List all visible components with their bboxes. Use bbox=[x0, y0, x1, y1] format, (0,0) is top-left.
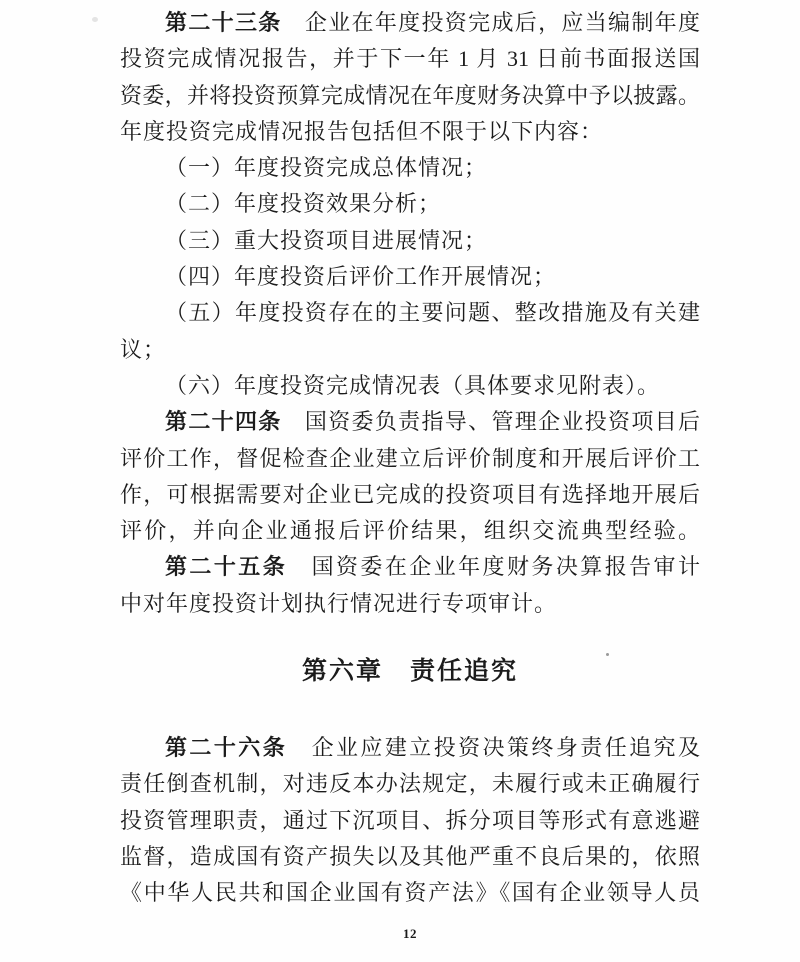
text-line bbox=[120, 368, 700, 404]
text-line bbox=[120, 549, 700, 585]
text-segment: 企业应建立投资决策终身责任追究及 bbox=[287, 735, 700, 760]
text-segment: （六）年度投资完成情况表（具体要求见附表）。 bbox=[165, 372, 661, 398]
text-line bbox=[120, 295, 700, 331]
text-segment: 评价，并向企业通报后评价结果，组织交流典型经验。 bbox=[120, 518, 700, 544]
text-segment: 《中华人民共和国企业国有资产法》《国有企业领导人员 bbox=[120, 880, 700, 906]
text-line bbox=[120, 404, 700, 440]
text-segment: 监督，造成国有资产损失以及其他严重不良后果的，依照 bbox=[120, 843, 700, 869]
text-line bbox=[120, 332, 700, 368]
text-segment: 作，可根据需要对企业已完成的投资项目有选择地开展后 bbox=[120, 481, 700, 507]
articles-23-25-section bbox=[120, 5, 700, 622]
text-line bbox=[120, 875, 700, 911]
text-line bbox=[120, 477, 700, 513]
text-segment: 资委，并将投资预算完成情况在年度财务决算中予以披露。 bbox=[120, 82, 700, 108]
text-line bbox=[120, 5, 700, 41]
text-segment: （二）年度投资效果分析； bbox=[165, 191, 442, 217]
text-segment: 中对年度投资计划执行情况进行专项审计。 bbox=[120, 590, 558, 616]
text-segment: 投资完成情况报告，并于下一年 1 月 31 日前书面报送国 bbox=[120, 46, 700, 72]
text-segment: （三）重大投资项目进展情况； bbox=[165, 227, 488, 253]
text-line bbox=[120, 41, 700, 77]
article-number: 第二十三条 bbox=[165, 10, 282, 35]
text-line bbox=[120, 223, 700, 259]
text-line bbox=[120, 259, 700, 295]
text-line bbox=[120, 78, 700, 114]
page-number: 12 bbox=[403, 926, 417, 941]
article-number: 第二十四条 bbox=[165, 409, 282, 435]
article-number: 第二十五条 bbox=[165, 554, 288, 580]
text-line bbox=[120, 586, 700, 622]
text-segment: 评价工作，督促检查企业建立后评价制度和开展后评价工 bbox=[120, 445, 700, 471]
scan-artifact-dot bbox=[606, 653, 609, 656]
text-segment: （五）年度投资存在的主要问题、整改措施及有关建 bbox=[165, 300, 700, 326]
text-segment: 议； bbox=[120, 336, 167, 362]
article-26-section bbox=[120, 730, 700, 911]
text-segment: （一）年度投资完成总体情况； bbox=[165, 155, 488, 181]
text-segment: 国资委在企业年度财务决算报告审计 bbox=[287, 554, 700, 580]
text-line bbox=[120, 150, 700, 186]
text-segment: 国资委负责指导、管理企业投资项目后 bbox=[281, 409, 700, 435]
text-line bbox=[120, 441, 700, 477]
chapter-heading: 第六章 责任追究 bbox=[301, 658, 518, 685]
text-line bbox=[120, 513, 700, 549]
text-segment: 投资管理职责，通过下沉项目、拆分项目等形式有意逃避 bbox=[120, 807, 700, 833]
text-line bbox=[120, 730, 700, 766]
text-segment: 责任倒查机制，对违反本办法规定，未履行或未正确履行 bbox=[120, 771, 700, 797]
text-line bbox=[120, 803, 700, 839]
text-line bbox=[120, 766, 700, 802]
text-segment: 企业在年度投资完成后，应当编制年度 bbox=[281, 10, 700, 35]
scan-artifact-dot bbox=[92, 17, 98, 22]
text-line bbox=[120, 114, 700, 150]
text-segment: 年度投资完成情况报告包括但不限于以下内容： bbox=[120, 118, 604, 144]
text-line bbox=[120, 186, 700, 222]
article-number: 第二十六条 bbox=[165, 735, 288, 760]
text-segment: （四）年度投资后评价工作开展情况； bbox=[165, 264, 557, 290]
text-line bbox=[120, 839, 700, 875]
